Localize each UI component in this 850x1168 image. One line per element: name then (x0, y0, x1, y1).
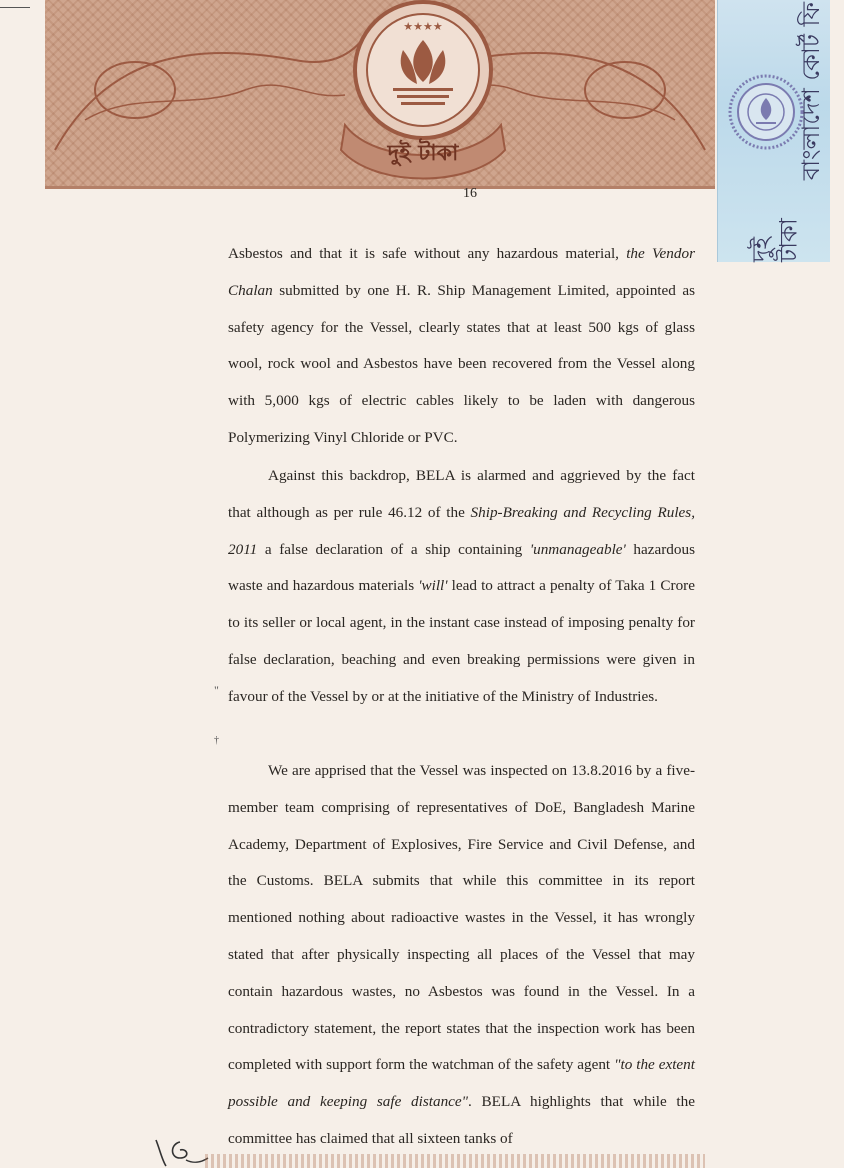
paragraph-1-text-2: submitted by one H. R. Ship Management Limited, appointed as safety agency for the Vessel, clearly states that at least 500 kgs of glass wool, rock wool and Asbestos have been recovered from the Vessel along with 5,000 kgs of electric cables likely to be laden with dangerous Polymerizing Vinyl Chloride or PVC. (228, 281, 695, 446)
stamp-denomination: দুই টাকা (387, 141, 459, 166)
side-stamp-title: বাংলাদেশ কোর্ট ফি (797, 2, 826, 181)
bottom-stamp-strip (205, 1154, 705, 1168)
handwritten-initial-icon (150, 1134, 210, 1168)
svg-text:★★★★: ★★★★ (403, 20, 443, 33)
side-stamp-value: দুই টাকা (747, 218, 803, 262)
paragraph-2-text-1: Against this backdrop, BELA is alarmed and aggrieved by the fact that although as per rule 46.12 of the (228, 467, 695, 521)
paragraph-3-text-1: We are apprised that the Vessel was inspected on 13.8.2016 by a five-member team comprising of representatives of DoE, Bangladesh Marine Academy, Department of Explosives, Fire Service and Civil Defense, and the Customs. BELA submits that while this committee in its report mentioned nothing about radioactive wastes in the Vessel, it has wrongly stated that after physically inspecting all places of the Vessel that may contain hazardous wastes, no Asbestos was found in the Vessel. In a contradictory statement, the report states that the inspection work has been completed with support form the watchman of the safety agent (228, 762, 695, 1074)
paragraph-3-italic-1: "to the extent possible and keeping safe distance" (228, 1056, 695, 1111)
top-rule (0, 7, 30, 8)
margin-mark: " (214, 683, 219, 697)
paragraph-1 (228, 236, 695, 457)
paragraph-1-italic-1: the Vendor Chalan (228, 245, 695, 299)
court-fee-seal-icon (726, 72, 806, 152)
paragraph-2-italic-2: 'unmanageable' (529, 540, 626, 558)
page-number: 16 (463, 186, 477, 201)
paragraph-2-text-4: lead to attract a penalty of Taka 1 Crore to its seller or local agent, in the instant case instead of imposing penalty for false declaration, beaching and even breaking permissions were given in favour of the Vessel by or at the initiative of the Ministry of Industries. (228, 577, 695, 705)
paragraph-3-text-2: . BELA highlights that while the committee has claimed that all sixteen tanks of (228, 1093, 695, 1147)
paragraph-2-italic-1: Ship-Breaking and Recycling Rules, 2011 (228, 503, 695, 558)
margin-mark: † (214, 735, 219, 746)
paragraph-2-text-3: hazardous waste and hazardous materials (228, 540, 695, 595)
court-fee-stamp-banner (45, 0, 715, 189)
paragraph-2-italic-3: 'will' (418, 577, 448, 595)
paragraph-1-text-1: Asbestos and that it is safe without any hazardous material, (228, 245, 627, 262)
stamp-ornament (45, 0, 715, 186)
scan-edge (844, 0, 850, 1168)
paragraph-2-text-2: a false declaration of a ship containing (257, 540, 530, 558)
paragraph-2 (228, 458, 695, 716)
side-court-fee-stamp (717, 0, 830, 262)
paragraph-3 (228, 753, 695, 1158)
